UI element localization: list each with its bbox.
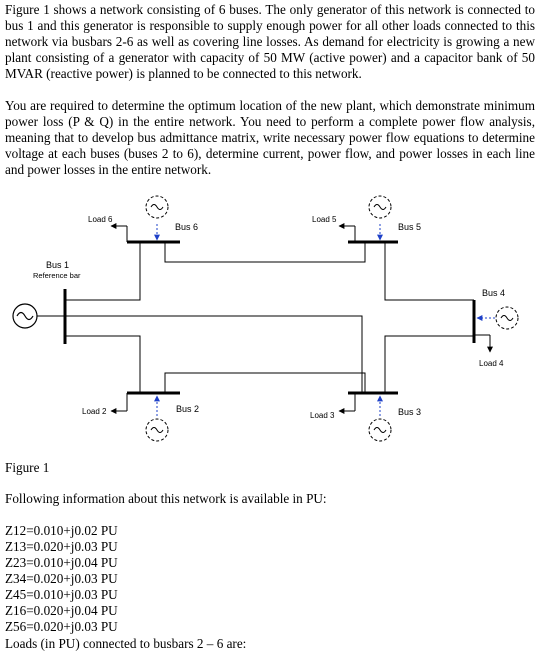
figure-caption: Figure 1 [5, 460, 50, 475]
load-2-label: Load 2 [82, 407, 107, 416]
impedance-z34: Z34=0.020+j0.03 PU [5, 571, 118, 586]
bus-1 [13, 260, 81, 344]
bus-1-sublabel: Reference bar [33, 271, 81, 280]
transmission-lines [65, 242, 474, 393]
task-paragraph: You are required to determine the optimum location of the new plant, which demonstrate minimum power loss (P & Q) in the entire network. You need to perform a complete power flow analysis, meaning that to develop bus admittance matrix, write necessary power flow equations to determine voltage at each buses (buses 2 to 6), determine current, power flow, and power losses in each line and power losses in the entire network. [5, 98, 535, 177]
bus-3-label: Bus 3 [398, 407, 422, 417]
impedance-z23: Z23=0.010+j0.04 PU [5, 555, 118, 570]
bus-3 [310, 393, 421, 441]
bus-5 [312, 196, 421, 242]
impedance-z16: Z16=0.020+j0.04 PU [5, 603, 118, 618]
impedance-z13: Z13=0.020+j0.03 PU [5, 539, 118, 554]
bus-2 [82, 393, 199, 441]
intro-paragraph: Figure 1 shows a network consisting of 6 buses. The only generator of this network is connected to bus 1 and this generator is responsible to supply enough power for all other loads connected to this network via busbars 2-6 as well as covering line losses. As demand for electricity is growing a new plant consisting of a generator with capacity of 50 MW (active power) and a capacitor bank of 50 MVAR (reactive power) is planned to be connected to this network. [5, 2, 535, 81]
bus-5-label: Bus 5 [398, 222, 422, 232]
load-3-label: Load 3 [310, 411, 335, 420]
impedance-z45: Z45=0.010+j0.03 PU [5, 587, 118, 602]
bus-2-label: Bus 2 [176, 404, 200, 414]
load-6-label: Load 6 [88, 215, 113, 224]
data-intro: Following information about this network is available in PU: [5, 491, 327, 506]
bus-4-label: Bus 4 [482, 288, 506, 298]
bus-6 [88, 196, 198, 242]
load-5-label: Load 5 [312, 215, 337, 224]
load-4-label: Load 4 [479, 359, 504, 368]
impedance-z56: Z56=0.020+j0.03 PU [5, 619, 118, 634]
impedance-z12: Z12=0.010+j0.02 PU [5, 523, 118, 538]
bus-6-label: Bus 6 [175, 222, 199, 232]
bus-4 [474, 288, 518, 368]
bus-1-label: Bus 1 [46, 260, 70, 270]
loads-intro: Loads (in PU) connected to busbars 2 – 6 are: [5, 636, 247, 651]
